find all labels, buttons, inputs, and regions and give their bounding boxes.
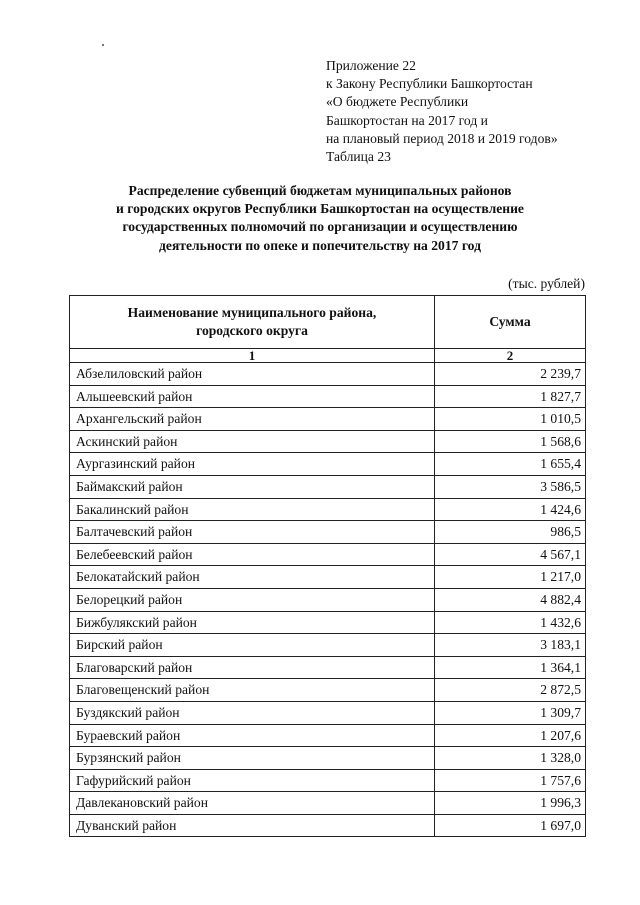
district-amount: 1 697,0 xyxy=(435,814,586,837)
district-amount: 1 328,0 xyxy=(435,747,586,770)
district-amount: 1 757,6 xyxy=(435,769,586,792)
district-amount: 4 567,1 xyxy=(435,543,586,566)
district-name: Буздякский район xyxy=(70,701,435,724)
district-name: Благоварский район xyxy=(70,656,435,679)
title-line: Распределение субвенций бюджетам муниципальных районов xyxy=(128,183,512,198)
district-amount: 4 882,4 xyxy=(435,588,586,611)
table-row xyxy=(70,611,586,634)
title-line: государственных полномочий по организации и осуществлению xyxy=(122,219,518,235)
district-name: Аскинский район xyxy=(70,430,435,453)
district-amount: 3 183,1 xyxy=(435,634,586,657)
subsidy-table xyxy=(69,295,586,837)
table-row xyxy=(70,385,586,408)
column-number-1: 1 xyxy=(70,349,435,363)
table-row xyxy=(70,521,586,544)
district-name: Белорецкий район xyxy=(70,588,435,611)
district-name: Альшеевский район xyxy=(70,385,435,408)
district-name: Баймакский район xyxy=(70,475,435,498)
district-amount: 2 872,5 xyxy=(435,679,586,702)
district-name: Бураевский район xyxy=(70,724,435,747)
table-row xyxy=(70,724,586,747)
appendix-note xyxy=(326,57,626,166)
table-row xyxy=(70,363,586,386)
district-amount: 1 364,1 xyxy=(435,656,586,679)
appendix-line: Приложение 22 xyxy=(326,58,416,73)
table-row xyxy=(70,701,586,724)
table-row xyxy=(70,408,586,431)
title-line: деятельности по опеке и попечительству на 2017 год xyxy=(159,237,481,253)
district-amount: 1 996,3 xyxy=(435,792,586,815)
district-name: Белебеевский район xyxy=(70,543,435,566)
units-label: (тыс. рублей) xyxy=(508,276,585,291)
table-header-row xyxy=(70,296,586,349)
appendix-line: «О бюджете Республики xyxy=(326,94,469,110)
district-amount: 1 309,7 xyxy=(435,701,586,724)
table-row xyxy=(70,430,586,453)
district-name: Белокатайский район xyxy=(70,566,435,589)
header-name xyxy=(70,296,435,349)
district-amount: 1 432,6 xyxy=(435,611,586,634)
header-sum: Сумма xyxy=(435,296,586,349)
district-name: Балтачевский район xyxy=(70,521,435,544)
district-name: Аургазинский район xyxy=(70,453,435,476)
district-amount: 1 568,6 xyxy=(435,430,586,453)
district-name: Гафурийский район xyxy=(70,769,435,792)
district-name: Дуванский район xyxy=(70,814,435,837)
district-name: Давлекановский район xyxy=(70,792,435,815)
table-row xyxy=(70,792,586,815)
district-name: Абзелиловский район xyxy=(70,363,435,386)
district-amount: 1 827,7 xyxy=(435,385,586,408)
header-name-line-1: Наименование муниципального района, xyxy=(127,305,377,320)
district-amount: 1 655,4 xyxy=(435,453,586,476)
table-row xyxy=(70,747,586,770)
table-row xyxy=(70,634,586,657)
district-amount: 1 207,6 xyxy=(435,724,586,747)
district-name: Бижбулякский район xyxy=(70,611,435,634)
district-amount: 1 217,0 xyxy=(435,566,586,589)
column-number-2: 2 xyxy=(435,349,586,363)
column-number-row xyxy=(70,349,586,363)
table-row xyxy=(70,498,586,521)
district-name: Архангельский район xyxy=(70,408,435,431)
district-name: Бирский район xyxy=(70,634,435,657)
table-row xyxy=(70,588,586,611)
district-name: Бакалинский район xyxy=(70,498,435,521)
header-name-line-2: городского округа xyxy=(196,323,308,338)
appendix-line: Башкортостан на 2017 год и xyxy=(326,112,488,128)
appendix-line: к Закону Республики Башкортостан xyxy=(326,76,533,92)
district-amount: 986,5 xyxy=(435,521,586,544)
district-amount: 3 586,5 xyxy=(435,475,586,498)
table-row xyxy=(70,453,586,476)
district-amount: 2 239,7 xyxy=(435,363,586,386)
title-line: и городских округов Республики Башкортостан на осуществление xyxy=(116,201,524,217)
table-row xyxy=(70,566,586,589)
table-row xyxy=(70,814,586,837)
appendix-line: на плановый период 2018 и 2019 годов» xyxy=(326,130,558,146)
table-row xyxy=(70,475,586,498)
table-row xyxy=(70,769,586,792)
document-title xyxy=(60,182,580,255)
appendix-line: Таблица 23 xyxy=(326,149,391,165)
district-name: Бурзянский район xyxy=(70,747,435,770)
table-row xyxy=(70,543,586,566)
table-row xyxy=(70,656,586,679)
district-name: Благовещенский район xyxy=(70,679,435,702)
scan-speck xyxy=(102,44,104,46)
table-row xyxy=(70,679,586,702)
district-amount: 1 010,5 xyxy=(435,408,586,431)
district-amount: 1 424,6 xyxy=(435,498,586,521)
